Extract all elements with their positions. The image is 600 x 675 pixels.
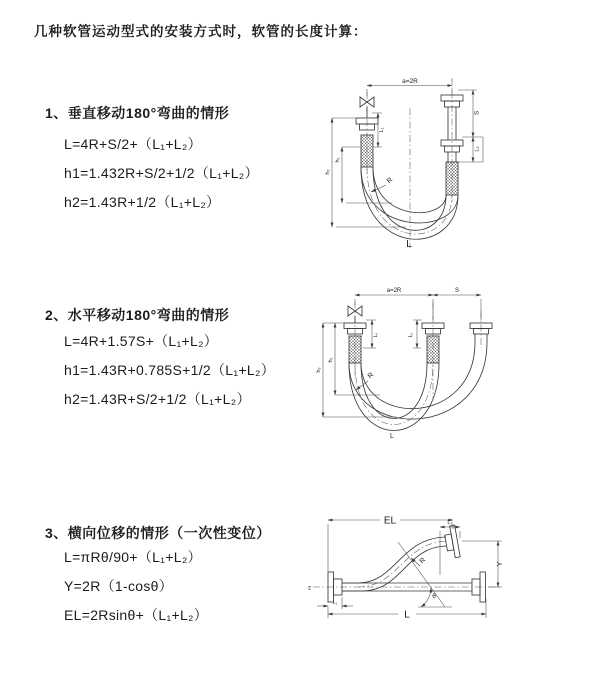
dim-label-l2: L₂	[408, 332, 414, 338]
dim-label-a2r: a=2R	[402, 78, 418, 85]
section-1-formulas	[64, 130, 259, 217]
centerlines	[355, 302, 481, 398]
dim-label-h2: h₂	[316, 367, 322, 373]
formula: L=πRθ/90+（L₁+L₂）	[64, 549, 202, 565]
dim-label-l1: L₁	[332, 600, 338, 606]
angle-label: θ	[432, 593, 436, 600]
length-label: L	[404, 609, 410, 621]
radius-label: R	[385, 176, 395, 186]
section-3-heading: 3、横向位移的情形（一次性变位）	[45, 525, 271, 541]
formula: h1=1.43R+0.785S+1/2（L₁+L₂）	[64, 362, 275, 378]
diagram-lateral-displacement	[300, 498, 525, 638]
dim-label-a2r: a=2R	[386, 288, 402, 294]
dim-label-s: S	[473, 110, 481, 116]
dim-label-l2: L₂	[447, 520, 453, 526]
formula: L=4R+S/2+（L₁+L₂）	[64, 136, 202, 152]
dim-label-s: S	[454, 288, 460, 294]
section-1-heading: 1、垂直移动180°弯曲的情形	[45, 105, 230, 121]
formula: EL=2Rsinθ+（L₁+L₂）	[64, 607, 209, 623]
section-2-heading: 2、水平移动180°弯曲的情形	[45, 307, 230, 323]
dim-label-y: Y	[497, 561, 504, 567]
dim-label-h2: h₂	[325, 169, 331, 175]
dimensions	[317, 516, 504, 621]
pipe-break-mark: z	[308, 585, 311, 592]
formula: h2=1.43R+1/2（L₁+L₂）	[64, 194, 221, 210]
radius-label: R	[366, 371, 376, 381]
dim-label-l1: L₁	[379, 127, 385, 133]
dimensions	[316, 288, 481, 440]
pipe-fittings	[356, 95, 463, 195]
pipe-fittings	[328, 525, 486, 602]
diagram-horizontal-180-bend	[308, 278, 508, 450]
page-title: 几种软管运动型式的安装方式时，软管的长度计算：	[34, 24, 368, 39]
diagram-vertical-180-bend	[310, 70, 520, 255]
pipe-fittings	[344, 323, 492, 363]
formula: Y=2R（1-cosθ）	[64, 578, 174, 594]
dim-label-l1: L₁	[373, 332, 379, 338]
centerlines	[313, 541, 502, 587]
formula: L=4R+1.57S+（L₁+L₂）	[64, 333, 219, 349]
section-2-formulas	[64, 327, 275, 414]
dim-label-l2: L₂	[474, 146, 481, 152]
section-3-formulas	[64, 543, 208, 630]
dim-label-el: EL	[383, 515, 397, 527]
valve-icon	[360, 97, 374, 118]
length-label: L	[406, 239, 412, 250]
length-label: L	[390, 433, 394, 440]
radius-label: R	[418, 556, 428, 566]
dim-label-h1: h₁	[335, 157, 341, 163]
formula: h1=1.432R+S/2+1/2（L₁+L₂）	[64, 165, 259, 181]
formula: h2=1.43R+S/2+1/2（L₁+L₂）	[64, 391, 251, 407]
dim-label-h1: h₁	[328, 357, 334, 363]
